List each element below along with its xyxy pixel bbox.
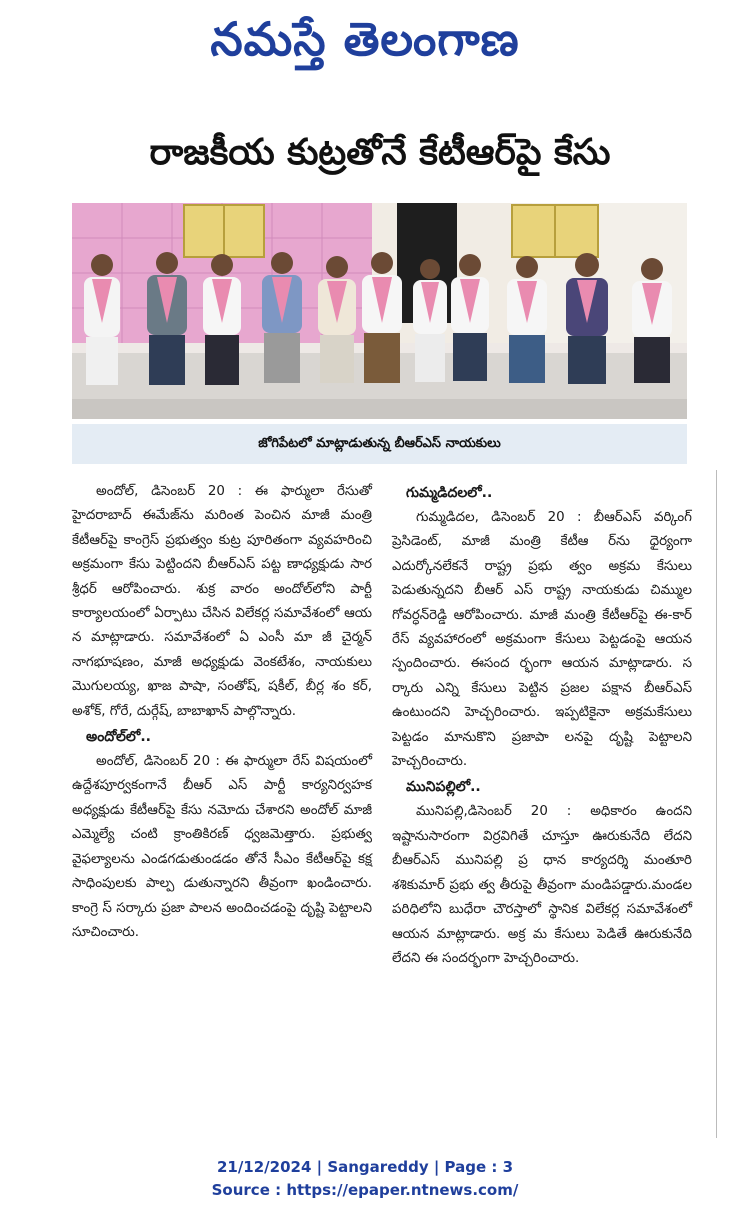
section-subheading: గుమ్మడిదలలో..: [406, 485, 493, 501]
photo-caption: జోగిపేటలో మాట్లాడుతున్న బీఆర్‌ఎస్‌ నాయకులు: [72, 424, 687, 464]
article-paragraph: అందోల్‌, డిసెంబర్‌ 20 : ఈ ఫార్ములా రేసుతో హైదరాబాద్‌ ఈమేజ్‌ను మరింత పెంచిన మాజీ మంత్రి కేటీఆర్‌పై కాంగ్రెస్‌ ప్రభుత్వం కుట్ర పూరితంగా వ్యవహరించి అక్రమంగా కేసు పెట్టిందని బీఆర్‌ఎస్‌ పట్ట ణాధ్యక్షుడు సార శ్రీధర్‌ ఆరోపించారు. శుక్ర వారం అందోల్‌లోని పార్టీ కార్యాలయంలో ఏర్పాటు చేసిన విలేకర్ల సమావేశంలో ఆయ న మాట్లాడారు. సమావేశంలో ఏ ఎంసీ మా జీ చైర్మన్‌ నాగభూషణం, మాజీ అధ్యక్షుడు వెంకటేశం, నాయకులు మొగులయ్య, ఖాజ పాషా, సంతోష్‌, షకీల్‌, బీర్ల శం కర్‌, అశోక్‌, గోరే, దుర్గేష్‌, బాబాఖాన్‌ పాల్గొన్నారు.: [72, 484, 372, 719]
article-headline: రాజకీయ కుట్రతోనే కేటీఆర్‌పై కేసు: [149, 132, 611, 173]
footer-source: Source : https://epaper.ntnews.com/: [211, 1181, 519, 1199]
column-divider: [716, 470, 717, 1138]
footer-date-page: 21/12/2024 | Sangareddy | Page : 3: [216, 1158, 514, 1176]
right-column: [392, 480, 692, 971]
article-paragraph: గుమ్మడిదల, డిసెంబర్‌ 20 : బీఆర్‌ఎస్‌ వర్కింగ్‌ ప్రెసిడెంట్‌, మాజీ మంత్రి కేటీఆ ర్‌ను ధైర్యంగా ఎదుర్కోనలేకనే రాష్ట్ర ప్రభు త్వం అక్రమ కేసులు పెడుతున్నదని బీఆర్‌ ఎస్‌ రాష్ట్ర నాయకుడు చిమ్ముల గోవర్ధన్‌రెడ్డి ఆరోపించారు. మాజీ మంత్రి కేటీఆర్‌పై ఈ-కార్‌ రేస్‌ వ్యవహారంలో అక్రమంగా కేసులు పెట్టడంపై ఆయన స్పందించారు. ఈసంద ర్భంగా ఆయన మాట్లాడారు. స ర్కారు ఎన్ని కేసులు పెట్టిన ప్రజల పక్షాన బీఆర్‌ఎస్‌ ఉంటుందని హెచ్చరించారు. ఇప్పటికైనా అక్రమకేసులు పెట్టడం మానుకొని ప్రజాపా లనపై దృష్టి పెట్టాలని హెచ్చరించారు.: [392, 510, 692, 770]
section-subheading: మునిపల్లిలో..: [406, 779, 481, 796]
newspaper-masthead: నమస్తే తెలంగాణ: [210, 12, 520, 66]
article-photo: [72, 203, 687, 419]
article-paragraph: అందోల్‌, డిసెంబర్‌ 20 : ఈ ఫార్ములా రేస్‌ విషయంలో ఉద్దేశపూర్వకంగానే బీఆర్‌ ఎస్‌ పార్టీ కార్యనిర్వహక అధ్యక్షుడు కేటీఆర్‌పై కేసు నమోదు చేశారని అందోల్‌ మాజీ ఎమ్మెల్యే చంటి క్రాంతికిరణ్‌ ధ్వజమెత్తారు. ప్రభుత్వ వైఫల్యాలను ఎండగడుతుండడం తోనే సీఎం కేటీఆర్‌పై కక్ష సాధింపులకు పాల్ప డుతున్నారని తీవ్రంగా ఖండించారు. కాంగ్రె స్‌ సర్కారు ప్రజా పాలన అందించడంపై దృష్టి పెట్టాలని సూచించారు.: [72, 754, 372, 940]
left-column: [72, 480, 372, 945]
article-paragraph: మునిపల్లి,డిసెంబర్‌ 20 : అధికారం ఉందని ఇష్టానుసారంగా విర్రవిగితే చూస్తూ ఊరుకునేది లేదని బీఆర్‌ఎస్‌ మునిపల్లి ప్ర ధాన కార్యదర్శి మంతూరి శశికుమార్‌ ప్రభు త్వ తీరుపై తీవ్రంగా మండిపడ్డారు.మండల పరిధిలోని బుధేరా చౌరస్తాలో స్థానిక విలేకర్ల సమావేశంలో ఆయన మాట్లాడారు. అక్ర మ కేసులు పెడితే ఊరుకునేది లేదని ఈ సందర్భంగా హెచ్చరించారు.: [392, 804, 692, 966]
group-photo: [72, 203, 687, 419]
section-subheading: అందోల్‌లో..: [86, 729, 151, 746]
